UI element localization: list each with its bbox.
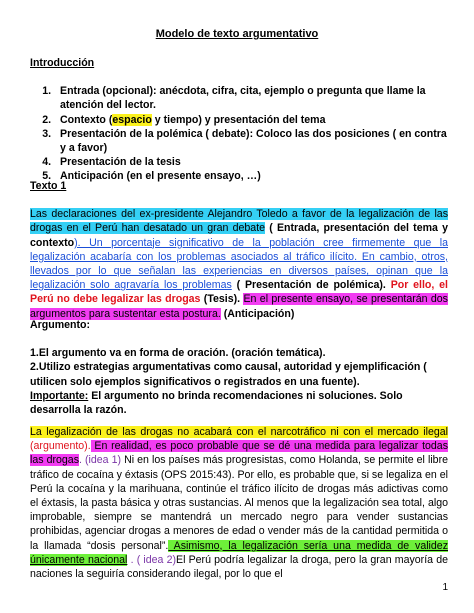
continuation-text: El Perú podría legalizar la droga, pero la gran mayoría de naciones la seguiría considerando ilegal, por lo que el xyxy=(30,553,448,581)
intro-item-text: Presentación de la polémica ( debate): Coloco las dos posiciones ( en contra y a favor) xyxy=(60,127,447,155)
support-text: Ni en los países más progresistas, como Holanda, se permite el libre tráfico de cocaína y éxtasis (OPS 2015:43). Por ello, es probable que, si se legaliza en el Perú la cocaína y la marihuana, continúe el tráfico ilícito de drogas más adictivas como el éxtasis, la pasta básica y otras sustancias. Al menos que la legalización sea total, algo improbable, siempre se mantendrá un mercado negro para vender sustancias prohibidas, agenciar drogas a menores de edad o vender más de la cantidad permitida o la llamada “dosis personal”. xyxy=(30,454,448,552)
anticipacion-highlight: En el presente ensayo, se presentarán dos argumentos para sustentar esta postura. xyxy=(30,293,448,320)
espacio-highlight: espacio xyxy=(112,113,152,126)
idea1-label: . (idea 1) xyxy=(79,454,122,467)
polemica-close: ). xyxy=(379,279,391,292)
texto1-paragraph xyxy=(30,207,448,321)
anticipacion-label: (Anticipación) xyxy=(220,307,295,320)
argumento-important xyxy=(30,389,448,417)
important-label: Importante: xyxy=(30,389,89,402)
argument-paragraph xyxy=(30,425,448,581)
intro-section xyxy=(30,56,448,184)
argument-paragraph-section xyxy=(30,425,448,581)
entrada-label: ( Entrada, presentación del tema y contexto xyxy=(30,222,448,249)
tesis-text: Por ello, el Perú no debe legalizar las drogas xyxy=(30,279,448,306)
idea2-label: . ( idea 2) xyxy=(127,553,177,566)
intro-list xyxy=(30,84,448,183)
intro-item-text: Contexto ( xyxy=(60,113,113,126)
important-text: El argumento no brinda recomendaciones ni soluciones. Solo desarrolla la razón. xyxy=(30,389,403,417)
argument-sentence-highlight: La legalización de las drogas no acabará con el narcotráfico ni con el mercado ilegal xyxy=(30,426,448,438)
argumento-heading: Argumento: xyxy=(30,319,91,331)
intro-item-polemica xyxy=(54,127,448,155)
argumento-section xyxy=(30,318,448,417)
intro-item-text: Presentación de la tesis xyxy=(60,156,181,169)
intro-item-text: Entrada (opcional): anécdota, cifra, cita, ejemplo o pregunta que llame la atención del lector. xyxy=(60,85,426,112)
posicion-contra-text: En cambio, otros, llevados por lo que señalan las experiencias en diversos países, opinan que la legalización solo agravaría los problemas xyxy=(30,250,448,292)
intro-item-contexto xyxy=(54,113,448,127)
argumento-line-1: 1.El argumento va en forma de oración. (oración temática). xyxy=(30,347,326,360)
polemica-label: ( Presentación de polémica xyxy=(231,279,380,292)
intro-item-text: Anticipación (en el presente ensayo, …) xyxy=(60,170,261,183)
mark-blue: ). Un porcentaje significativo de la población cree firmemente que la legalización acabaría con los problemas asociados al tráfico ilícito. xyxy=(30,236,448,263)
argumento-line-2: 2.Utilizo estrategias argumentativas como causal, autoridad y ejemplificación ( utilicen solo ejemplos significativos o registrados en una fuente). xyxy=(30,361,427,388)
intro-item-text: y tiempo) y presentación del tema xyxy=(151,113,326,126)
entrada-highlight: Las declaraciones del ex-presidente Alejandro Toledo a favor de la legalización de las drogas en el Perú han desatado un gran debate xyxy=(30,208,448,235)
intro-item-tesis xyxy=(54,155,448,169)
document-title: Modelo de texto argumentativo xyxy=(155,28,319,40)
idea1-highlight: En realidad, es poco probable que se dé una medida para legalizar todas las drogas xyxy=(30,440,448,467)
argument-label: (argumento). xyxy=(30,440,91,453)
tesis-label: (Tesis). xyxy=(200,293,244,306)
intro-heading: Introducción xyxy=(30,57,95,69)
texto1-section xyxy=(30,179,448,321)
page-number: 1 xyxy=(442,581,448,593)
intro-item-entrada xyxy=(54,84,448,112)
idea2-highlight: Asimismo, la legalización sería una medida de validez únicamente nacional xyxy=(30,539,448,566)
texto1-heading: Texto 1 xyxy=(30,180,67,192)
